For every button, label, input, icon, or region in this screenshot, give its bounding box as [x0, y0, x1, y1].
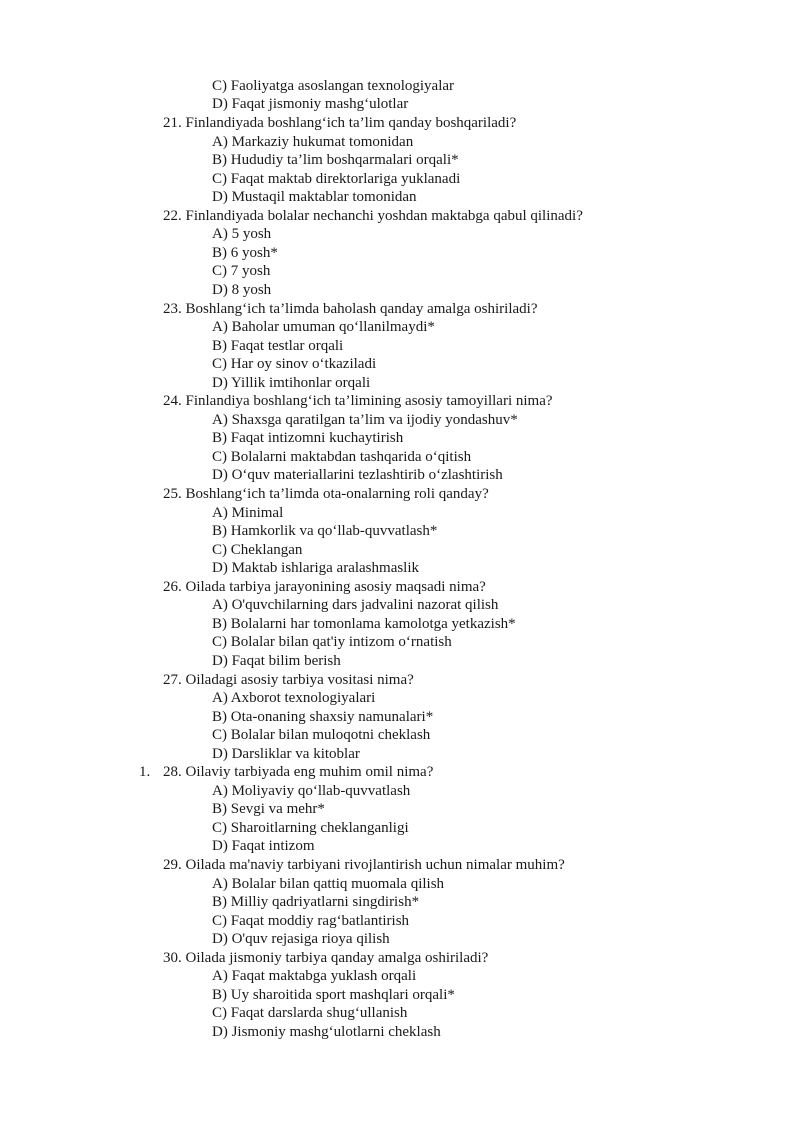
intro-option: C) Faoliyatga asoslangan texnologiyalar: [212, 78, 455, 94]
question-text: 22. Finlandiyada bolalar nechanchi yoshdan maktabga qabul qilinadi?: [163, 208, 583, 224]
list-number: 1.: [139, 764, 151, 780]
answer-option: B) 6 yosh*: [212, 245, 278, 261]
answer-option: A) 5 yosh: [212, 226, 272, 242]
answer-option: A) Markaziy hukumat tomonidan: [212, 134, 414, 150]
question-text: 30. Oilada jismoniy tarbiya qanday amalga oshiriladi?: [163, 950, 489, 966]
answer-option: D) Darsliklar va kitoblar: [212, 746, 360, 762]
question-text: 28. Oilaviy tarbiyada eng muhim omil nima?: [163, 764, 434, 780]
answer-option: D) Mustaqil maktablar tomonidan: [212, 189, 417, 205]
answer-option: B) Sevgi va mehr*: [212, 801, 325, 817]
answer-option: C) Har oy sinov o‘tkaziladi: [212, 356, 377, 372]
answer-option: B) Ota-onaning shaxsiy namunalari*: [212, 709, 434, 725]
answer-option: A) Shaxsga qaratilgan ta’lim va ijodiy yondashuv*: [212, 412, 518, 428]
answer-option: D) Maktab ishlariga aralashmaslik: [212, 560, 420, 576]
answer-option: A) O'quvchilarning dars jadvalini nazorat qilish: [212, 597, 499, 613]
answer-option: C) 7 yosh: [212, 263, 271, 279]
answer-option: D) Yillik imtihonlar orqali: [212, 375, 371, 391]
answer-option: B) Bolalarni har tomonlama kamolotga yetkazish*: [212, 616, 516, 632]
answer-option: B) Faqat testlar orqali: [212, 338, 344, 354]
answer-option: C) Cheklangan: [212, 542, 303, 558]
answer-option: A) Minimal: [212, 505, 284, 521]
answer-option: D) O‘quv materiallarini tezlashtirib o‘zlashtirish: [212, 467, 503, 483]
answer-option: D) Jismoniy mashg‘ulotlarni cheklash: [212, 1024, 441, 1040]
question-text: 29. Oilada ma'naviy tarbiyani rivojlantirish uchun nimalar muhim?: [163, 857, 565, 873]
answer-option: C) Faqat maktab direktorlariga yuklanadi: [212, 171, 461, 187]
answer-option: B) Faqat intizomni kuchaytirish: [212, 430, 404, 446]
answer-option: D) Faqat intizom: [212, 838, 315, 854]
answer-option: C) Faqat darslarda shug‘ullanish: [212, 1005, 408, 1021]
answer-option: A) Baholar umuman qo‘llanilmaydi*: [212, 319, 435, 335]
answer-option: C) Bolalar bilan qat'iy intizom o‘rnatish: [212, 634, 452, 650]
answer-option: C) Bolalarni maktabdan tashqarida o‘qitish: [212, 449, 472, 465]
intro-option: D) Faqat jismoniy mashg‘ulotlar: [212, 96, 409, 112]
answer-option: A) Axborot texnologiyalari: [212, 690, 376, 706]
answer-option: A) Moliyaviy qo‘llab-quvvatlash: [212, 783, 411, 799]
answer-option: C) Bolalar bilan muloqotni cheklash: [212, 727, 431, 743]
question-text: 24. Finlandiya boshlang‘ich ta’limining asosiy tamoyillari nima?: [163, 393, 553, 409]
answer-option: A) Faqat maktabga yuklash orqali: [212, 968, 417, 984]
question-text: 23. Boshlang‘ich ta’limda baholash qanday amalga oshiriladi?: [163, 301, 538, 317]
answer-option: C) Faqat moddiy rag‘batlantirish: [212, 913, 410, 929]
answer-option: A) Bolalar bilan qattiq muomala qilish: [212, 876, 445, 892]
question-text: 21. Finlandiyada boshlang‘ich ta’lim qanday boshqariladi?: [163, 115, 517, 131]
question-text: 26. Oilada tarbiya jarayonining asosiy maqsadi nima?: [163, 579, 486, 595]
question-text: 27. Oiladagi asosiy tarbiya vositasi nima?: [163, 672, 414, 688]
answer-option: B) Uy sharoitida sport mashqlari orqali*: [212, 987, 455, 1003]
answer-option: B) Hamkorlik va qo‘llab-quvvatlash*: [212, 523, 438, 539]
answer-option: B) Hududiy ta’lim boshqarmalari orqali*: [212, 152, 459, 168]
question-text: 25. Boshlang‘ich ta’limda ota-onalarning roli qanday?: [163, 486, 489, 502]
answer-option: D) O'quv rejasiga rioya qilish: [212, 931, 390, 947]
answer-option: C) Sharoitlarning cheklanganligi: [212, 820, 409, 836]
answer-option: D) 8 yosh: [212, 282, 272, 298]
answer-option: D) Faqat bilim berish: [212, 653, 341, 669]
answer-option: B) Milliy qadriyatlarni singdirish*: [212, 894, 420, 910]
